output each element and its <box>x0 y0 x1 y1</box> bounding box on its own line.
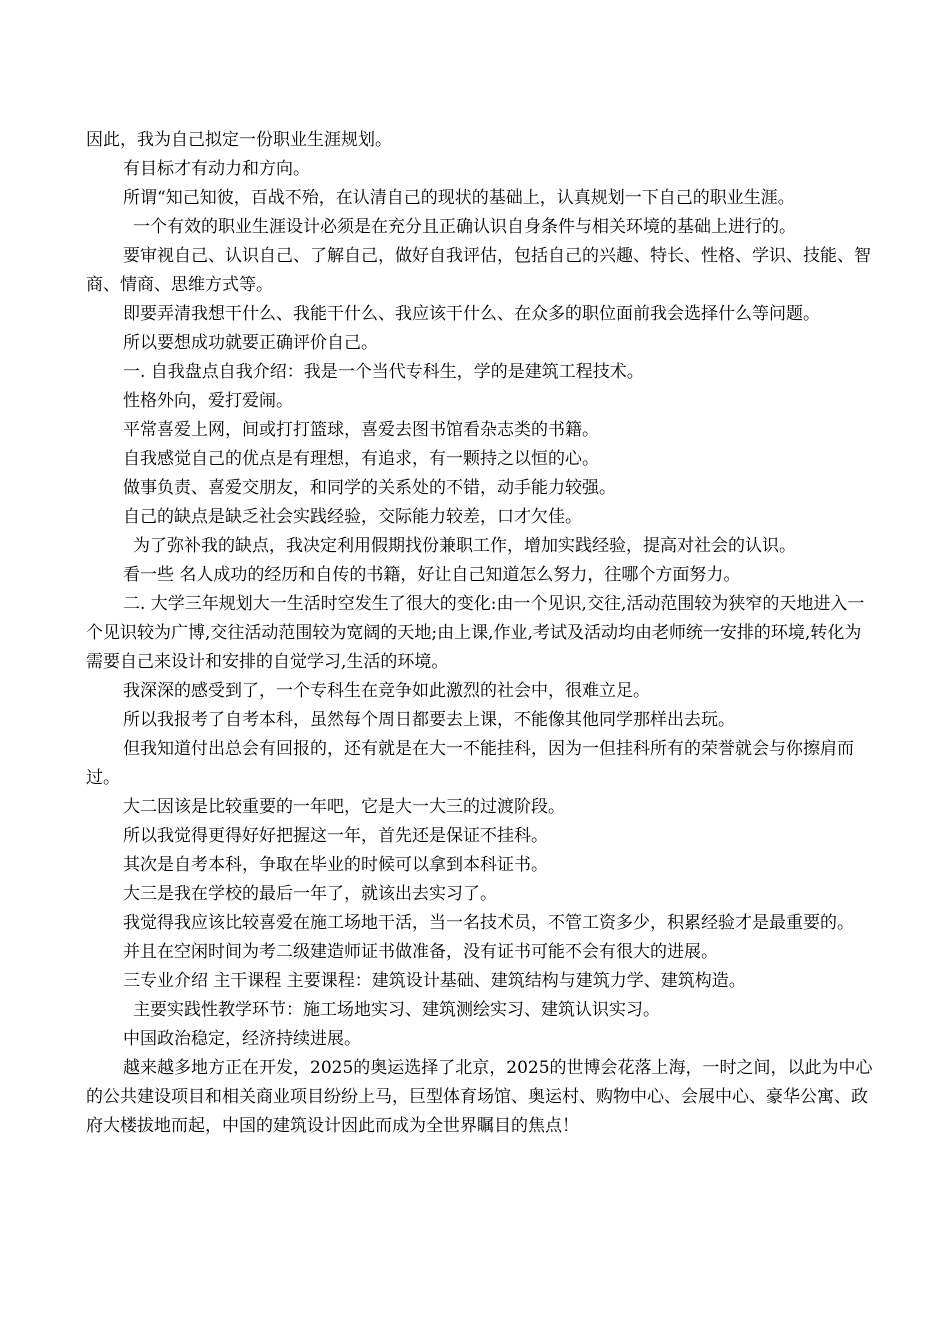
paragraph: 看一些 名人成功的经历和自传的书籍，好让自己知道怎么努力，往哪个方面努力。 <box>123 565 741 585</box>
paragraph: 我觉得我应该比较喜爱在施工场地干活，当一名技术员，不管工资多少，积累经验才是最重要的。 <box>123 913 854 933</box>
paragraph: 即要弄清我想干什么、我能干什么、我应该干什么、在众多的职位面前我会选择什么等问题。 <box>123 304 820 324</box>
paragraph: 我深深的感受到了，一个专科生在竞争如此激烈的社会中，很难立足。 <box>123 681 650 701</box>
paragraph: 自我感觉自己的优点是有理想，有追求，有一颗持之以恒的心。 <box>123 449 599 469</box>
paragraph: 平常喜爱上网，间或打打篮球，喜爱去图书馆看杂志类的书籍。 <box>123 420 599 440</box>
paragraph: 一. 自我盘点自我介绍：我是一个当代专科生，学的是建筑工程技术。 <box>123 362 644 382</box>
paragraph: 一个有效的职业生涯设计必须是在充分且正确认识自身条件与相关环境的基础上进行的。 <box>133 217 796 237</box>
paragraph: 越来越多地方正在开发，2025的奥运选择了北京，2025的世博会花落上海，一时之间，以此为中心的公共建设项目和相关商业项目纷纷上马，巨型体育场馆、奥运村、购物中心、会展中心、豪华公寓、政府大楼拔地而起，中国的建筑设计因此而成为全世界瞩目的焦点！ <box>86 1058 873 1136</box>
paragraph: 因此，我为自己拟定一份职业生涯规划。 <box>86 130 392 150</box>
document-body <box>86 126 876 1141</box>
paragraph: 三专业介绍 主干课程 主要课程：建筑设计基础、建筑结构与建筑力学、建筑构造。 <box>123 971 746 991</box>
paragraph: 所以我报考了自考本科，虽然每个周日都要去上课，不能像其他同学那样出去玩。 <box>123 710 735 730</box>
paragraph: 二. 大学三年规划大一生活时空发生了很大的变化:由一个见识,交往,活动范围较为狭窄的天地进入一个见识较为广博,交往活动范围较为宽阔的天地;由上课,作业,考试及活动均由老师统一安排的环境,转化为需要自己来设计和安排的自觉学习,生活的环境。 <box>86 594 865 672</box>
paragraph: 并且在空闲时间为考二级建造师证书做准备，没有证书可能不会有很大的进展。 <box>123 942 718 962</box>
paragraph: 主要实践性教学环节：施工场地实习、建筑测绘实习、建筑认识实习。 <box>133 1000 660 1020</box>
paragraph: 性格外向，爱打爱闹。 <box>123 391 293 411</box>
paragraph: 所以我觉得更得好好把握这一年，首先还是保证不挂科。 <box>123 826 548 846</box>
paragraph: 要审视自己、认识自己、了解自己，做好自我评估，包括自己的兴趣、特长、性格、学识、技能、智商、情商、思维方式等。 <box>86 246 871 295</box>
paragraph: 所谓“知己知彼，百战不殆，在认清自己的现状的基础上，认真规划一下自己的职业生涯。 <box>123 188 795 208</box>
paragraph: 中国政治稳定，经济持续进展。 <box>123 1029 361 1049</box>
paragraph: 大二因该是比较重要的一年吧，它是大一大三的过渡阶段。 <box>123 797 565 817</box>
paragraph: 大三是我在学校的最后一年了，就该出去实习了。 <box>123 884 497 904</box>
paragraph: 但我知道付出总会有回报的，还有就是在大一不能挂科，因为一但挂科所有的荣誉就会与你擦肩而过。 <box>86 739 854 788</box>
paragraph: 为了弥补我的缺点，我决定利用假期找份兼职工作，增加实践经验，提高对社会的认识。 <box>133 536 796 556</box>
paragraph: 有目标才有动力和方向。 <box>123 159 310 179</box>
paragraph: 自己的缺点是缺乏社会实践经验，交际能力较差，口才欠佳。 <box>123 507 582 527</box>
paragraph: 所以要想成功就要正确评价自己。 <box>123 333 378 353</box>
paragraph: 做事负责、喜爱交朋友，和同学的关系处的不错，动手能力较强。 <box>123 478 616 498</box>
paragraph: 其次是自考本科，争取在毕业的时候可以拿到本科证书。 <box>123 855 548 875</box>
